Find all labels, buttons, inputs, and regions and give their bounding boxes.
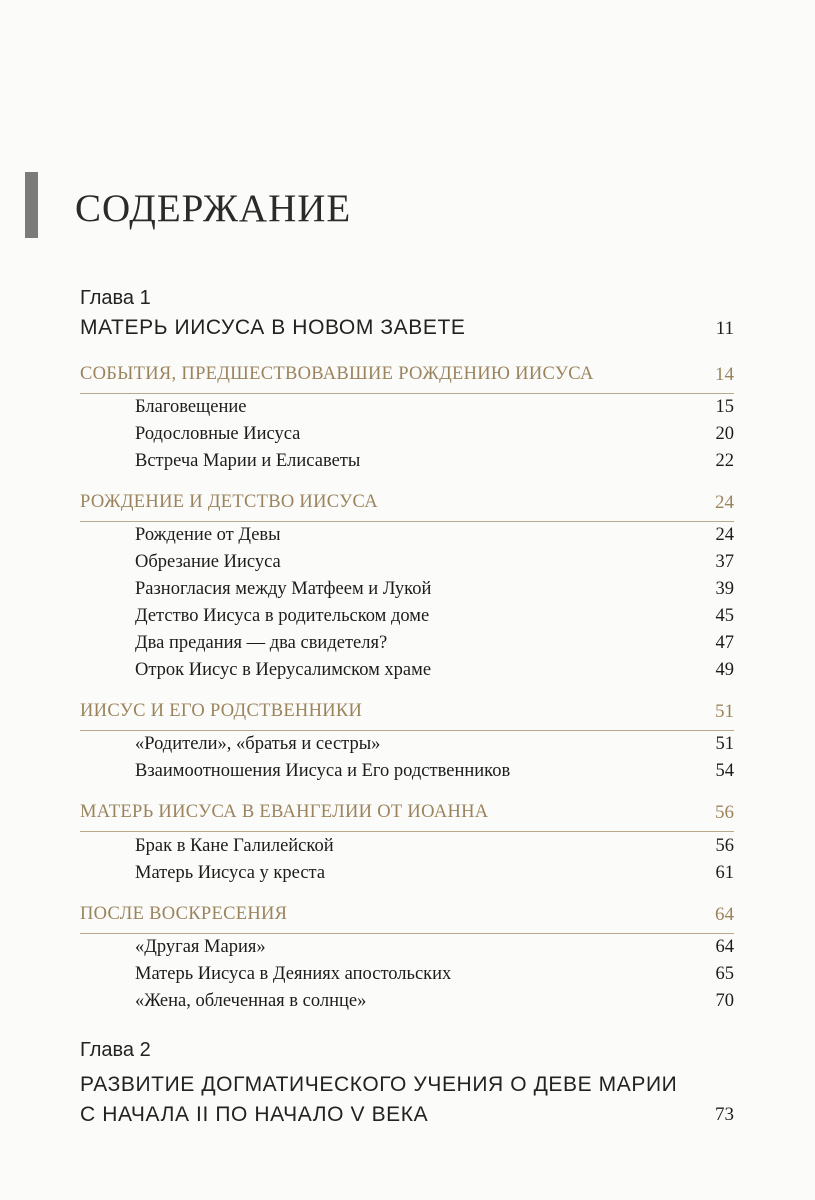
entry-title: Встреча Марии и Елисаветы	[135, 451, 361, 471]
toc-entry	[135, 579, 734, 605]
entry-page: 22	[715, 451, 734, 471]
chapter-2-page: 73	[715, 1104, 734, 1125]
toc-entry	[135, 660, 734, 686]
section-row	[80, 701, 734, 731]
chapter-1-label: Глава 1	[80, 287, 151, 309]
entry-page: 64	[715, 937, 734, 957]
toc-entry	[135, 606, 734, 632]
toc-entry	[135, 761, 734, 787]
section-title: РОЖДЕНИЕ И ДЕТСТВО ИИСУСА	[80, 492, 378, 512]
chapter-1-page: 11	[715, 318, 734, 339]
section-divider	[80, 393, 734, 394]
section-row	[80, 904, 734, 934]
toc-entry	[135, 525, 734, 551]
toc-entry	[135, 863, 734, 889]
title-accent-bar	[25, 172, 38, 238]
section-page: 51	[715, 701, 734, 722]
toc-entry	[135, 633, 734, 659]
toc-entry	[135, 552, 734, 578]
entry-title: Детство Иисуса в родительском доме	[135, 606, 430, 626]
entry-title: Благовещение	[135, 397, 247, 417]
entry-page: 47	[715, 633, 734, 653]
entry-title: Родословные Иисуса	[135, 424, 301, 444]
toc-entry	[135, 836, 734, 862]
entry-page: 56	[715, 836, 734, 856]
entry-title: «Жена, облеченная в солнце»	[135, 991, 367, 1011]
entry-page: 61	[715, 863, 734, 883]
entry-page: 70	[715, 991, 734, 1011]
section-page: 24	[715, 492, 734, 513]
section-divider	[80, 933, 734, 934]
entry-title: Два предания — два свидетеля?	[135, 633, 388, 653]
section-page: 14	[715, 364, 734, 385]
chapter-2-title-line-2: С НАЧАЛА II ПО НАЧАЛО V ВЕКА	[80, 1103, 429, 1126]
chapter-1-title: МАТЕРЬ ИИСУСА В НОВОМ ЗАВЕТЕ	[80, 316, 466, 339]
section-row	[80, 802, 734, 832]
section-title: ИИСУС И ЕГО РОДСТВЕННИКИ	[80, 701, 363, 721]
toc-entry	[135, 397, 734, 423]
toc-entry	[135, 937, 734, 963]
entry-title: Обрезание Иисуса	[135, 552, 281, 572]
entry-title: «Родители», «братья и сестры»	[135, 734, 381, 754]
entry-title: Взаимоотношения Иисуса и Его родственников	[135, 761, 511, 781]
entry-page: 15	[715, 397, 734, 417]
entry-page: 51	[715, 734, 734, 754]
entry-page: 54	[715, 761, 734, 781]
entry-page: 24	[715, 525, 734, 545]
section-row	[80, 364, 734, 394]
chapter-2-label: Глава 2	[80, 1039, 151, 1061]
section-title: ПОСЛЕ ВОСКРЕСЕНИЯ	[80, 904, 288, 924]
entry-title: Матерь Иисуса у креста	[135, 863, 326, 883]
entry-page: 49	[715, 660, 734, 680]
entry-title: Матерь Иисуса в Деяниях апостольских	[135, 964, 452, 984]
page-title: СОДЕРЖАНИЕ	[75, 187, 352, 230]
section-divider	[80, 831, 734, 832]
section-page: 56	[715, 802, 734, 823]
toc-entry	[135, 991, 734, 1017]
section-title: МАТЕРЬ ИИСУСА В ЕВАНГЕЛИИ ОТ ИОАННА	[80, 802, 489, 822]
section-page: 64	[715, 904, 734, 925]
toc-entry	[135, 734, 734, 760]
section-title: СОБЫТИЯ, ПРЕДШЕСТВОВАВШИЕ РОЖДЕНИЮ ИИСУСА	[80, 364, 594, 384]
section-divider	[80, 730, 734, 731]
entry-title: Разногласия между Матфеем и Лукой	[135, 579, 432, 599]
section-row	[80, 492, 734, 522]
toc-entry	[135, 424, 734, 450]
entry-page: 37	[715, 552, 734, 572]
toc-entry	[135, 964, 734, 990]
entry-page: 45	[715, 606, 734, 626]
entry-page: 20	[715, 424, 734, 444]
entry-title: «Другая Мария»	[135, 937, 266, 957]
toc-entry	[135, 451, 734, 477]
section-divider	[80, 521, 734, 522]
chapter-2-title-line-1: РАЗВИТИЕ ДОГМАТИЧЕСКОГО УЧЕНИЯ О ДЕВЕ МАРИИ	[80, 1073, 678, 1096]
entry-title: Рождение от Девы	[135, 525, 281, 545]
entry-page: 39	[715, 579, 734, 599]
entry-title: Отрок Иисус в Иерусалимском храме	[135, 660, 432, 680]
entry-title: Брак в Кане Галилейской	[135, 836, 334, 856]
entry-page: 65	[715, 964, 734, 984]
